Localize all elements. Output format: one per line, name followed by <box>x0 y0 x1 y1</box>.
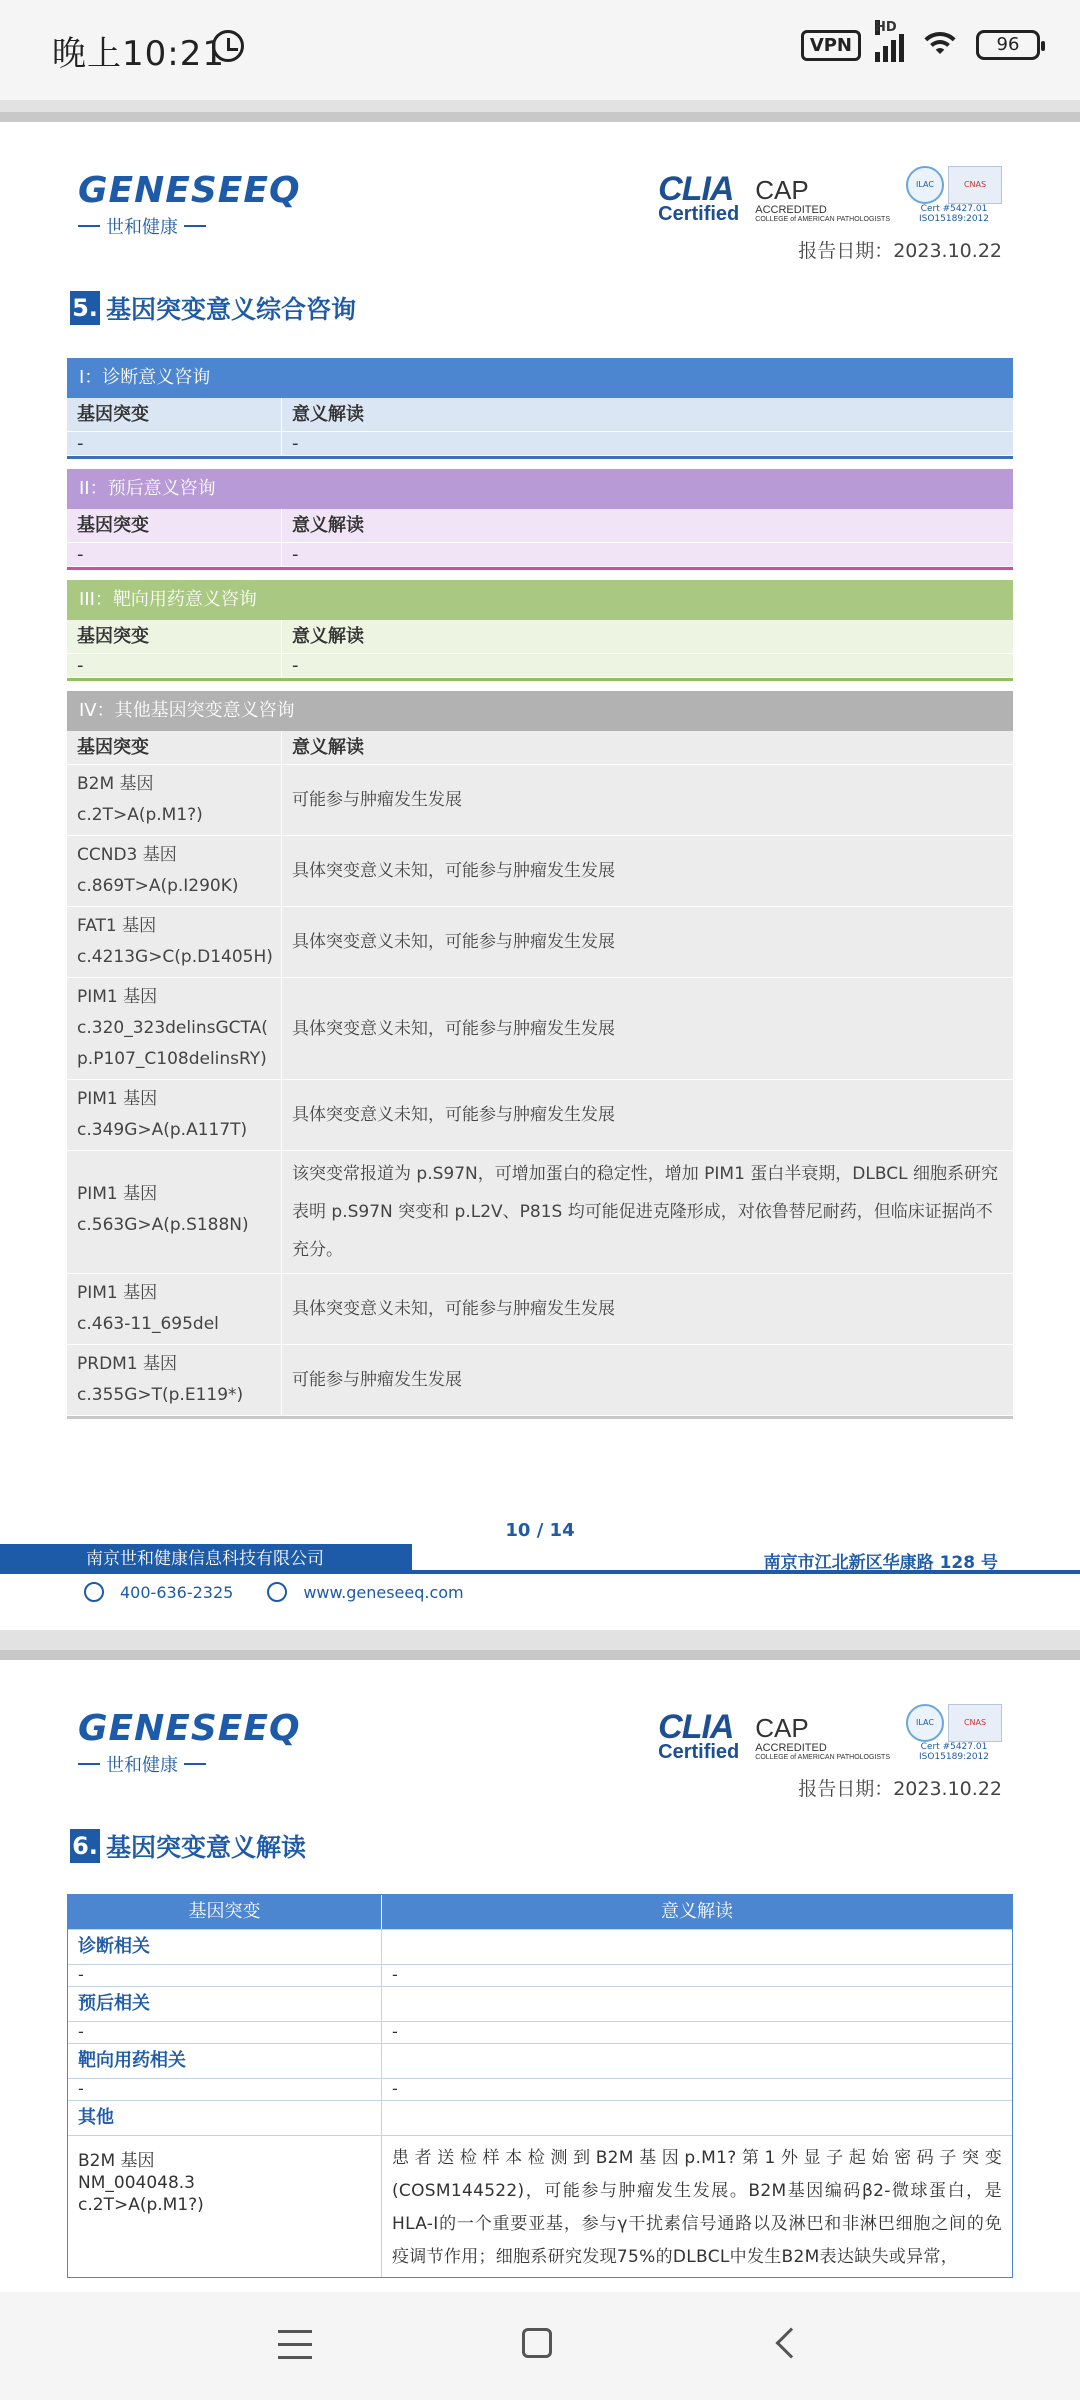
report-date: 报告日期：2023.10.22 <box>798 1778 1002 1800</box>
status-bar <box>0 0 1080 100</box>
section-title: 5. 基因突变意义综合咨询 <box>70 290 356 326</box>
section-title: 6. 基因突变意义解读 <box>70 1828 306 1864</box>
page-divider <box>0 112 1080 122</box>
table-row: B2M 基因 c.2T>A(p.M1?) 可能参与肿瘤发生发展 <box>67 765 1013 836</box>
iso-logo: ILAC CNAS Cert #5427.01 ISO15189:2012 <box>906 166 1002 224</box>
table-row: PIM1 基因 c.563G>A(p.S188N) 该突变常报道为 p.S97N，可增加蛋白的稳定性，增加 PIM1 蛋白半衰期，DLBCL 细胞系研究表明 p.S97N 突变和 p.L2V、P81S 均可能促进克隆形成，对依鲁替尼耐药，但临床证据尚不充分。 <box>67 1151 1013 1274</box>
mutation-interpretation-table: 基因突变 意义解读 诊断相关 - - 预后相关 - - 靶向用药相关 - - 其他 B2M 基因 NM_004048.3 c.2T>A(p.M1?) 患者送检样本检测到B2M基因p.M1?第1外显子起始密码子突变(COSM144522)，可能参与肿瘤发生发展。B2M基因编码β2-微球蛋白，是HLA-I的一个重要亚基，参与γ干扰素信号通路以及淋巴和非淋巴细胞之间的免疫调节作用；细胞系研究发现75%的DLBCL中发生B2M表达缺失或异常， <box>67 1894 1013 2278</box>
certifications <box>658 166 1002 224</box>
phone-icon <box>84 1582 104 1602</box>
page-divider <box>0 1650 1080 1660</box>
table-row: PIM1 基因 c.349G>A(p.A117T) 具体突变意义未知，可能参与肿瘤发生发展 <box>67 1080 1013 1151</box>
alarm-icon <box>212 30 244 62</box>
home-button[interactable] <box>522 2328 552 2358</box>
table-row: PIM1 基因 c.463-11_695del 具体突变意义未知，可能参与肿瘤发生发展 <box>67 1274 1013 1345</box>
battery-icon: 96 <box>976 30 1040 60</box>
mutation-summary-table <box>67 358 1013 1429</box>
website-link[interactable]: www.geneseeq.com <box>303 1582 464 1602</box>
company-address: 南京市江北新区华康路 128 号 <box>763 1553 998 1573</box>
system-nav-bar <box>0 2292 1080 2400</box>
certifications <box>658 1704 1002 1762</box>
report-date: 报告日期：2023.10.22 <box>798 240 1002 262</box>
back-button[interactable] <box>775 2327 806 2358</box>
report-page-10 <box>0 112 1080 1630</box>
table-row: PRDM1 基因 c.355G>T(p.E119*) 可能参与肿瘤发生发展 <box>67 1345 1013 1416</box>
footer-bar <box>0 1544 1080 1574</box>
cap-logo: CAP ACCREDITED COLLEGE of AMERICAN PATHOLOGISTS <box>755 1712 890 1762</box>
clia-logo: CLIA Certified <box>658 170 740 225</box>
globe-icon <box>267 1582 287 1602</box>
phone-number: 400-636-2325 <box>120 1582 234 1602</box>
table-row: FAT1 基因 c.4213G>C(p.D1405H) 具体突变意义未知，可能参与肿瘤发生发展 <box>67 907 1013 978</box>
diagnosis-group: I：诊断意义咨询 基因突变 意义解读 - - <box>67 358 1013 459</box>
geneseeq-logo: GENESEEQ 世和健康 <box>78 170 301 238</box>
prognosis-group: II：预后意义咨询 基因突变 意义解读 - - <box>67 469 1013 570</box>
targeted-therapy-group: III：靶向用药意义咨询 基因突变 意义解读 - - <box>67 580 1013 681</box>
other-mutations-group: IV：其他基因突变意义咨询 基因突变 意义解读 B2M 基因 c.2T>A(p.M1?) 可能参与肿瘤发生发展 CCND3 基因 c.869T>A(p.I290K) 具体突变意义未知，可能参与肿瘤发生发展 FAT1 基因 c.4213G>C(p.D1405H) 具体突变意义未知，可能参与肿瘤发生发展 PIM1 基因 c.320_323delinsGCTA( p.P107_C108delinsRY) 具体突变意义未知，可能参与肿瘤发生发展 PIM1 基因 c.349G>A(p.A117T) 具体突变意义未知，可能参与肿瘤发生发展 PIM1 基因 c.563G>A(p.S188N) 该突变常报道为 p.S97N，可增加蛋白的稳定性，增加 PIM1 蛋白半衰期，DLBCL 细胞系研究表明 p.S97N 突变和 p.L2V、P81S 均可能促进克隆形成，对依鲁替尼耐药，但临床证据尚不充分。 PIM1 基因 c.463-11_695del 具体突变意义未知，可能参与肿瘤发生发展 PRDM1 基因 c.355G>T(p.E119*) 可能参与肿瘤发生发展 <box>67 691 1013 1419</box>
wifi-icon <box>918 30 962 60</box>
signal-icon: HD <box>875 28 904 62</box>
clia-logo: CLIA Certified <box>658 1708 740 1763</box>
company-name: 南京世和健康信息科技有限公司 <box>0 1544 412 1574</box>
cap-logo: CAP ACCREDITED COLLEGE of AMERICAN PATHOLOGISTS <box>755 174 890 224</box>
table-row: B2M 基因 NM_004048.3 c.2T>A(p.M1?) 患者送检样本检测到B2M基因p.M1?第1外显子起始密码子突变(COSM144522)，可能参与肿瘤发生发展。B2M基因编码β2-微球蛋白，是HLA-I的一个重要亚基，参与γ干扰素信号通路以及淋巴和非淋巴细胞之间的免疫调节作用；细胞系研究发现75%的DLBCL中发生B2M表达缺失或异常， <box>68 2135 1012 2277</box>
footer-contact <box>84 1582 464 1602</box>
clock: 晚上10:21 <box>52 34 225 74</box>
vpn-indicator: VPN <box>801 30 861 61</box>
table-row: PIM1 基因 c.320_323delinsGCTA( p.P107_C108delinsRY) 具体突变意义未知，可能参与肿瘤发生发展 <box>67 978 1013 1080</box>
page-number: 10 / 14 <box>505 1520 575 1541</box>
iso-logo: ILAC CNAS Cert #5427.01 ISO15189:2012 <box>906 1704 1002 1762</box>
geneseeq-logo: GENESEEQ 世和健康 <box>78 1708 301 1776</box>
report-page-11 <box>0 1650 1080 2292</box>
menu-button[interactable] <box>278 2330 312 2369</box>
table-row: CCND3 基因 c.869T>A(p.I290K) 具体突变意义未知，可能参与肿瘤发生发展 <box>67 836 1013 907</box>
